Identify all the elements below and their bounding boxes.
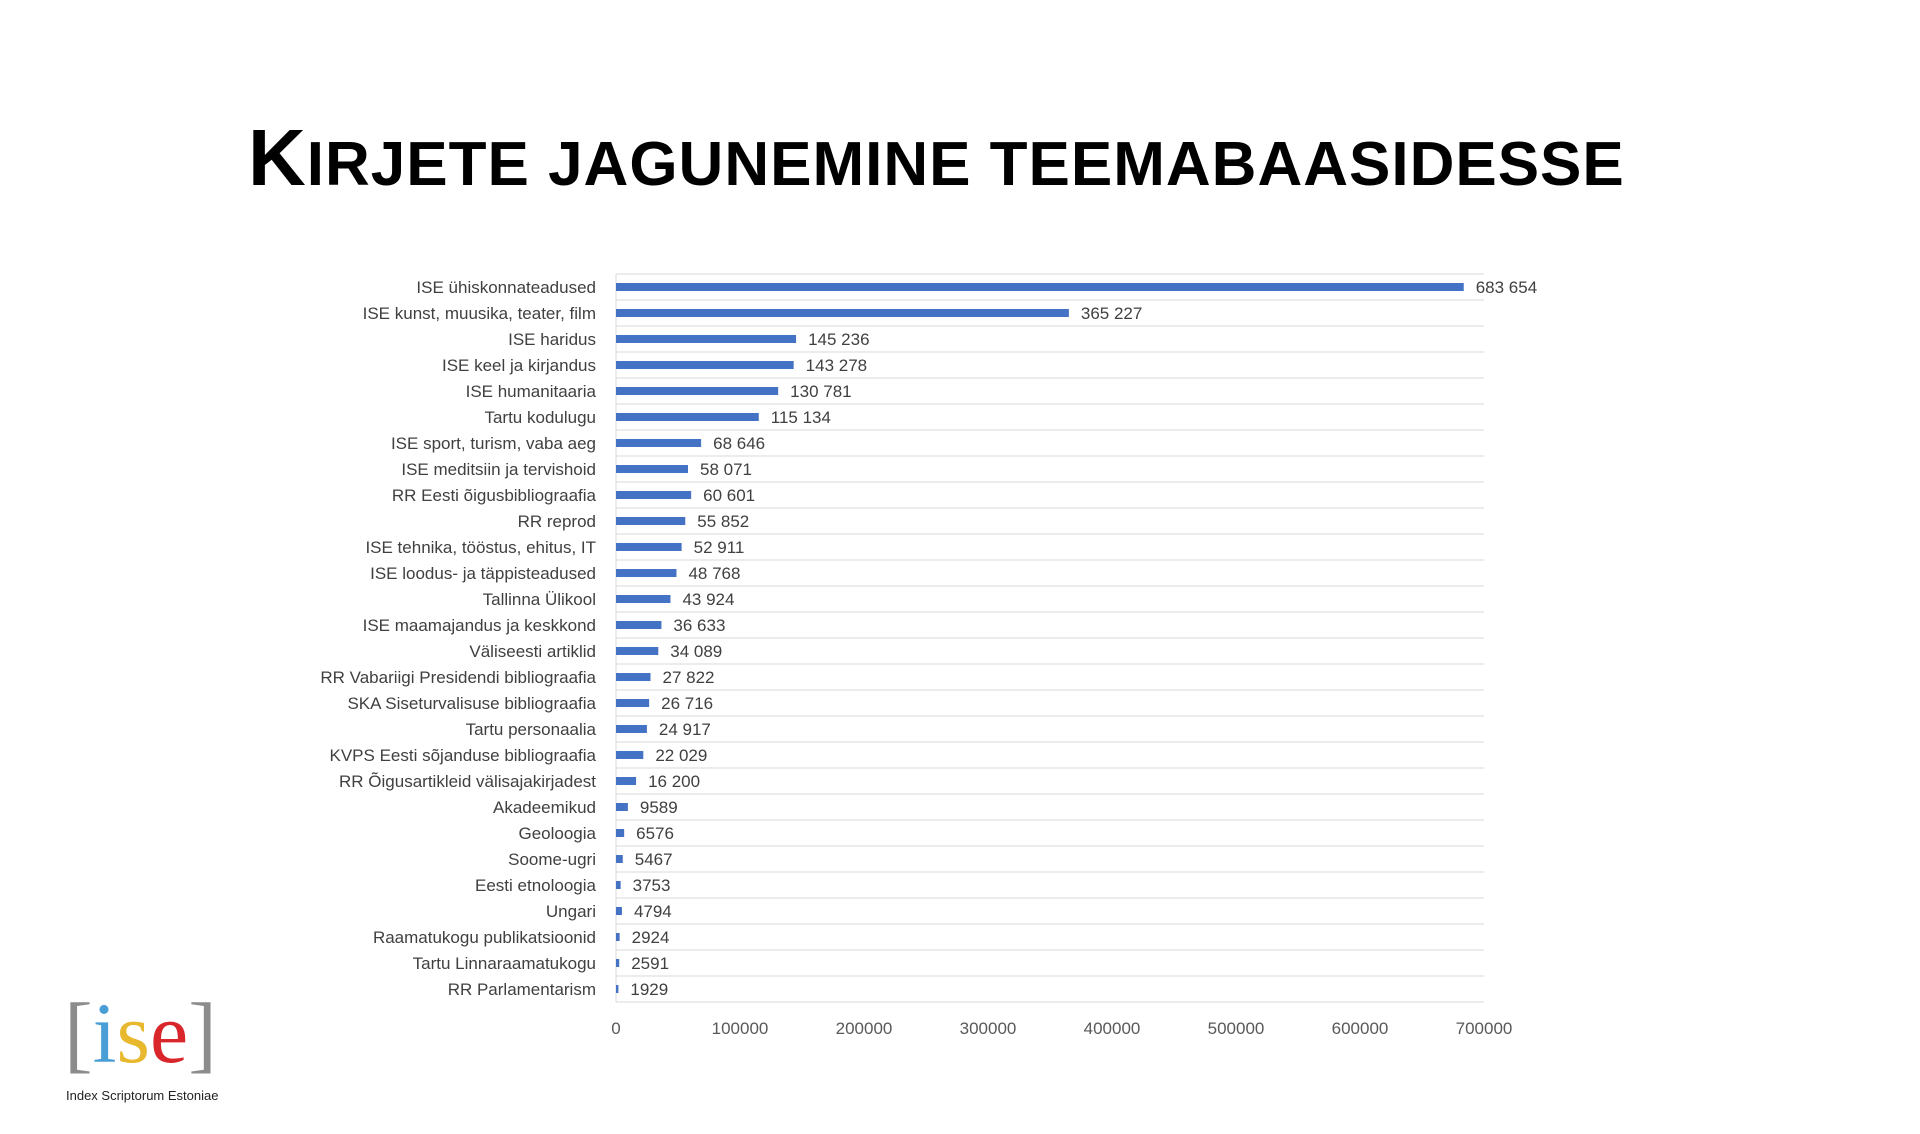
logo-caption: Index Scriptorum Estoniae: [66, 1088, 219, 1103]
bar: [616, 309, 1069, 317]
value-label: 4794: [633, 902, 672, 921]
title-rest: IRJETE JAGUNEMINE TEEMABAASIDESSE: [306, 130, 1625, 199]
logo-mark: [64, 985, 217, 1081]
category-label: Raamatukogu publikatsioonid: [372, 928, 596, 947]
value-label: 52 911: [693, 538, 745, 557]
bar: [616, 725, 647, 733]
category-label: ISE humanitaaria: [465, 382, 596, 401]
value-label: 43 924: [682, 590, 735, 609]
x-tick-label: 700000: [1455, 1019, 1513, 1038]
bar: [616, 335, 796, 343]
bar: [616, 361, 794, 369]
bar: [616, 985, 618, 993]
bar: [616, 751, 643, 759]
value-label: 27 822: [662, 668, 715, 687]
category-label: ISE tehnika, tööstus, ehitus, IT: [365, 538, 596, 557]
category-label: RR Eesti õigusbibliograafia: [391, 486, 596, 505]
value-label: 115 134: [770, 408, 831, 427]
value-label: 34 089: [670, 642, 723, 661]
bar: [616, 673, 650, 681]
category-label: ISE keel ja kirjandus: [441, 356, 596, 375]
value-label: 26 716: [661, 694, 714, 713]
bar: [616, 959, 619, 967]
x-tick-label: 0: [611, 1019, 621, 1038]
logo-bracket-open: [: [64, 985, 93, 1081]
category-label: Soome-ugri: [508, 850, 596, 869]
value-label: 2591: [631, 954, 670, 973]
logo-bracket-close: ]: [188, 985, 217, 1081]
bar: [616, 491, 691, 499]
value-label: 1929: [630, 980, 669, 999]
value-label: 16 200: [648, 772, 701, 791]
logo-letter-s: s: [116, 985, 151, 1081]
ise-logo: [64, 985, 244, 1110]
chart-category-labels: [320, 278, 596, 999]
bar: [616, 569, 676, 577]
category-label: RR Parlamentarism: [447, 980, 596, 999]
category-label: RR Õigusartikleid välisajakirjadest: [339, 772, 596, 791]
logo-letter-e: e: [150, 985, 189, 1081]
value-label: 68 646: [713, 434, 766, 453]
value-label: 145 236: [808, 330, 870, 349]
category-label: ISE loodus- ja täppisteadused: [370, 564, 596, 583]
bar: [616, 413, 759, 421]
category-label: ISE meditsiin ja tervishoid: [401, 460, 596, 479]
bar: [616, 933, 620, 941]
bar: [616, 621, 661, 629]
bar: [616, 777, 636, 785]
bar: [616, 855, 623, 863]
value-label: 22 029: [655, 746, 708, 765]
category-label: Väliseesti artiklid: [469, 642, 596, 661]
x-tick-label: 300000: [959, 1019, 1017, 1038]
x-tick-label: 100000: [711, 1019, 769, 1038]
category-label: RR Vabariigi Presidendi bibliograafia: [320, 668, 596, 687]
value-label: 55 852: [697, 512, 750, 531]
value-label: 143 278: [805, 356, 868, 375]
category-label: ISE ühiskonnateadused: [416, 278, 596, 297]
category-label: SKA Siseturvalisuse bibliograafia: [347, 694, 596, 713]
category-label: Tallinna Ülikool: [482, 590, 596, 609]
bar: [616, 595, 670, 603]
bar: [616, 439, 701, 447]
x-tick-label: 200000: [835, 1019, 893, 1038]
category-label: Eesti etnoloogia: [475, 876, 596, 895]
title-initial: K: [248, 113, 307, 202]
category-label: Akadeemikud: [492, 798, 596, 817]
chart-gridlines: [616, 274, 1484, 1002]
bar: [616, 803, 628, 811]
value-label: 5467: [634, 850, 673, 869]
bar: [616, 647, 658, 655]
bar: [616, 283, 1464, 291]
category-label: Ungari: [545, 902, 596, 921]
category-label: RR reprod: [517, 512, 596, 531]
value-label: 36 633: [673, 616, 726, 635]
x-tick-label: 400000: [1083, 1019, 1141, 1038]
category-label: Tartu kodulugu: [484, 408, 596, 427]
x-tick-label: 500000: [1207, 1019, 1265, 1038]
value-label: 60 601: [703, 486, 756, 505]
bar: [616, 387, 778, 395]
value-label: 48 768: [688, 564, 741, 583]
category-label: Tartu Linnaraamatukogu: [412, 954, 596, 973]
value-label: 3753: [632, 876, 671, 895]
logo-letter-i: i: [92, 985, 117, 1081]
category-label: ISE maamajandus ja keskkond: [362, 616, 596, 635]
chart-x-axis-ticks: [611, 1019, 1512, 1038]
value-label: 9589: [639, 798, 678, 817]
category-label: ISE sport, turism, vaba aeg: [390, 434, 596, 453]
category-label: ISE kunst, muusika, teater, film: [362, 304, 596, 323]
category-label: KVPS Eesti sõjanduse bibliograafia: [329, 746, 596, 765]
bar: [616, 829, 624, 837]
category-label: ISE haridus: [508, 330, 596, 349]
bar: [616, 543, 682, 551]
value-label: 24 917: [658, 720, 711, 739]
bar: [616, 881, 621, 889]
value-label: 130 781: [790, 382, 852, 401]
bar: [616, 699, 649, 707]
category-label: Tartu personaalia: [465, 720, 596, 739]
bar: [616, 517, 685, 525]
category-label: Geoloogia: [518, 824, 596, 843]
value-label: 6576: [636, 824, 674, 843]
bar: [616, 465, 688, 473]
value-label: 58 071: [700, 460, 753, 479]
value-label: 2924: [631, 928, 670, 947]
bar: [616, 907, 622, 915]
value-label: 683 654: [1475, 278, 1538, 297]
x-tick-label: 600000: [1331, 1019, 1389, 1038]
value-label: 365 227: [1080, 304, 1143, 323]
